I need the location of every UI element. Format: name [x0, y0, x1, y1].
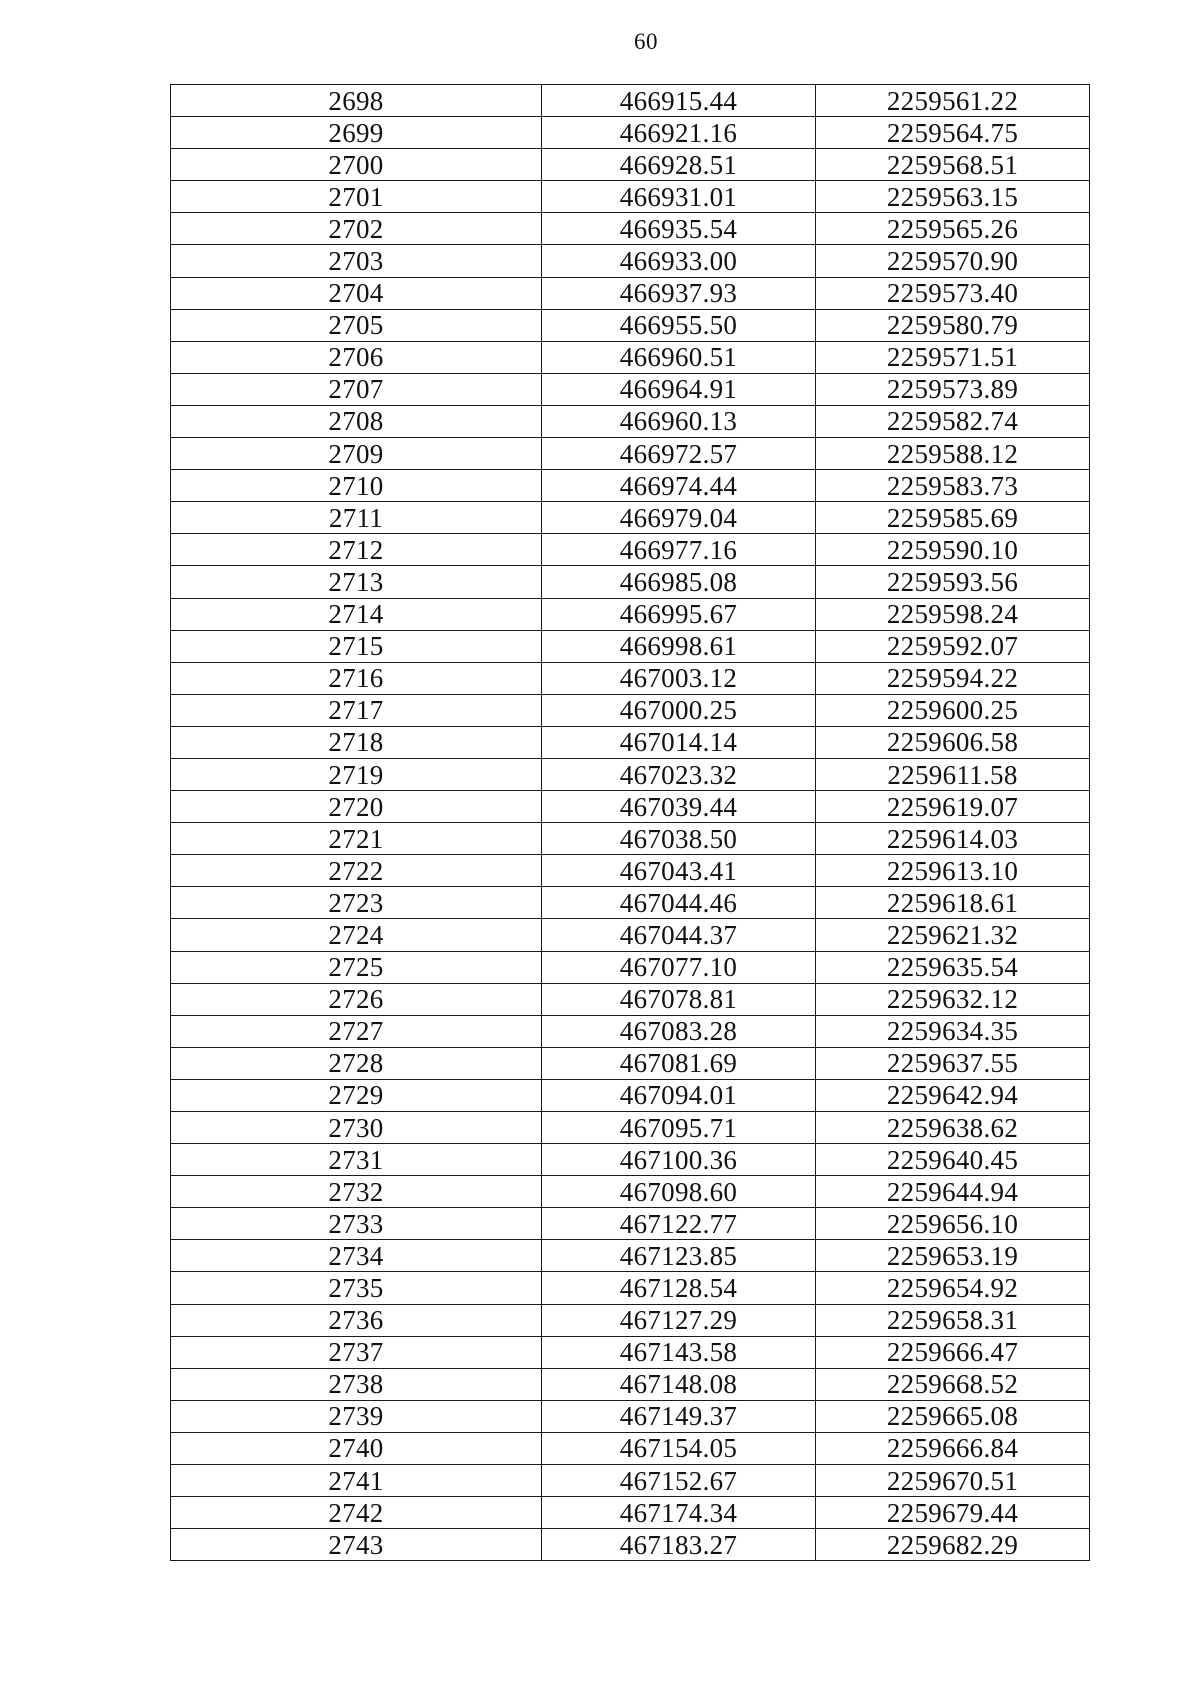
point-number-cell: 2731: [171, 1144, 542, 1176]
point-number-cell: 2710: [171, 470, 542, 502]
point-number-cell: 2723: [171, 887, 542, 919]
table-row: [171, 983, 1090, 1015]
point-number-cell: 2738: [171, 1368, 542, 1400]
point-number-cell: 2702: [171, 213, 542, 245]
x-coordinate-cell: 466998.61: [542, 630, 816, 662]
table-row: [171, 1336, 1090, 1368]
table-row: [171, 1400, 1090, 1432]
y-coordinate-cell: 2259564.75: [816, 117, 1090, 149]
x-coordinate-cell: 466995.67: [542, 598, 816, 630]
y-coordinate-cell: 2259635.54: [816, 951, 1090, 983]
y-coordinate-cell: 2259571.51: [816, 341, 1090, 373]
table-row: [171, 919, 1090, 951]
x-coordinate-cell: 466931.01: [542, 181, 816, 213]
point-number-cell: 2724: [171, 919, 542, 951]
x-coordinate-cell: 466928.51: [542, 149, 816, 181]
y-coordinate-cell: 2259606.58: [816, 726, 1090, 758]
point-number-cell: 2708: [171, 405, 542, 437]
y-coordinate-cell: 2259644.94: [816, 1176, 1090, 1208]
point-number-cell: 2719: [171, 758, 542, 790]
table-row: [171, 1176, 1090, 1208]
x-coordinate-cell: 467100.36: [542, 1144, 816, 1176]
table-row: [171, 887, 1090, 919]
table-row: [171, 438, 1090, 470]
y-coordinate-cell: 2259570.90: [816, 245, 1090, 277]
y-coordinate-cell: 2259580.79: [816, 309, 1090, 341]
y-coordinate-cell: 2259600.25: [816, 694, 1090, 726]
point-number-cell: 2703: [171, 245, 542, 277]
point-number-cell: 2735: [171, 1272, 542, 1304]
point-number-cell: 2732: [171, 1176, 542, 1208]
point-number-cell: 2734: [171, 1240, 542, 1272]
y-coordinate-cell: 2259585.69: [816, 502, 1090, 534]
point-number-cell: 2720: [171, 791, 542, 823]
y-coordinate-cell: 2259637.55: [816, 1047, 1090, 1079]
point-number-cell: 2730: [171, 1112, 542, 1144]
table-row: [171, 1015, 1090, 1047]
y-coordinate-cell: 2259565.26: [816, 213, 1090, 245]
point-number-cell: 2739: [171, 1400, 542, 1432]
y-coordinate-cell: 2259611.58: [816, 758, 1090, 790]
table-row: [171, 1304, 1090, 1336]
point-number-cell: 2718: [171, 726, 542, 758]
x-coordinate-cell: 466960.13: [542, 405, 816, 437]
point-number-cell: 2721: [171, 823, 542, 855]
x-coordinate-cell: 467000.25: [542, 694, 816, 726]
y-coordinate-cell: 2259666.47: [816, 1336, 1090, 1368]
point-number-cell: 2740: [171, 1432, 542, 1464]
x-coordinate-cell: 467081.69: [542, 1047, 816, 1079]
x-coordinate-cell: 467023.32: [542, 758, 816, 790]
point-number-cell: 2699: [171, 117, 542, 149]
table-row: [171, 149, 1090, 181]
y-coordinate-cell: 2259658.31: [816, 1304, 1090, 1336]
y-coordinate-cell: 2259594.22: [816, 662, 1090, 694]
point-number-cell: 2711: [171, 502, 542, 534]
x-coordinate-cell: 467098.60: [542, 1176, 816, 1208]
point-number-cell: 2742: [171, 1497, 542, 1529]
x-coordinate-cell: 467043.41: [542, 855, 816, 887]
point-number-cell: 2743: [171, 1529, 542, 1561]
x-coordinate-cell: 467044.37: [542, 919, 816, 951]
x-coordinate-cell: 466933.00: [542, 245, 816, 277]
x-coordinate-cell: 467148.08: [542, 1368, 816, 1400]
y-coordinate-cell: 2259668.52: [816, 1368, 1090, 1400]
x-coordinate-cell: 467078.81: [542, 983, 816, 1015]
point-number-cell: 2712: [171, 534, 542, 566]
x-coordinate-cell: 467174.34: [542, 1497, 816, 1529]
x-coordinate-cell: 467077.10: [542, 951, 816, 983]
point-number-cell: 2741: [171, 1465, 542, 1497]
point-number-cell: 2714: [171, 598, 542, 630]
table-row: [171, 1465, 1090, 1497]
x-coordinate-cell: 466972.57: [542, 438, 816, 470]
x-coordinate-cell: 466964.91: [542, 373, 816, 405]
table-row: [171, 1272, 1090, 1304]
x-coordinate-cell: 467003.12: [542, 662, 816, 694]
table-row: [171, 213, 1090, 245]
table-row: [171, 502, 1090, 534]
y-coordinate-cell: 2259634.35: [816, 1015, 1090, 1047]
y-coordinate-cell: 2259670.51: [816, 1465, 1090, 1497]
y-coordinate-cell: 2259666.84: [816, 1432, 1090, 1464]
table-row: [171, 85, 1090, 117]
table-row: [171, 309, 1090, 341]
x-coordinate-cell: 467127.29: [542, 1304, 816, 1336]
table-row: [171, 1240, 1090, 1272]
table-row: [171, 117, 1090, 149]
x-coordinate-cell: 467044.46: [542, 887, 816, 919]
y-coordinate-cell: 2259618.61: [816, 887, 1090, 919]
x-coordinate-cell: 467095.71: [542, 1112, 816, 1144]
x-coordinate-cell: 467123.85: [542, 1240, 816, 1272]
y-coordinate-cell: 2259573.89: [816, 373, 1090, 405]
table-row: [171, 1208, 1090, 1240]
table-row: [171, 662, 1090, 694]
table-row: [171, 1529, 1090, 1561]
table-row: [171, 598, 1090, 630]
table-row: [171, 1047, 1090, 1079]
x-coordinate-cell: 466979.04: [542, 502, 816, 534]
table-row: [171, 277, 1090, 309]
x-coordinate-cell: 467014.14: [542, 726, 816, 758]
x-coordinate-cell: 467122.77: [542, 1208, 816, 1240]
table-row: [171, 245, 1090, 277]
y-coordinate-cell: 2259640.45: [816, 1144, 1090, 1176]
y-coordinate-cell: 2259593.56: [816, 566, 1090, 598]
point-number-cell: 2707: [171, 373, 542, 405]
page-number: 60: [634, 29, 658, 54]
y-coordinate-cell: 2259653.19: [816, 1240, 1090, 1272]
y-coordinate-cell: 2259588.12: [816, 438, 1090, 470]
point-number-cell: 2729: [171, 1079, 542, 1111]
table-row: [171, 791, 1090, 823]
table-row: [171, 758, 1090, 790]
x-coordinate-cell: 466937.93: [542, 277, 816, 309]
y-coordinate-cell: 2259598.24: [816, 598, 1090, 630]
coordinates-table-body: [171, 85, 1090, 1561]
y-coordinate-cell: 2259682.29: [816, 1529, 1090, 1561]
y-coordinate-cell: 2259642.94: [816, 1079, 1090, 1111]
point-number-cell: 2736: [171, 1304, 542, 1336]
table-row: [171, 630, 1090, 662]
table-row: [171, 726, 1090, 758]
point-number-cell: 2722: [171, 855, 542, 887]
y-coordinate-cell: 2259654.92: [816, 1272, 1090, 1304]
x-coordinate-cell: 466921.16: [542, 117, 816, 149]
x-coordinate-cell: 467039.44: [542, 791, 816, 823]
y-coordinate-cell: 2259679.44: [816, 1497, 1090, 1529]
table-row: [171, 373, 1090, 405]
point-number-cell: 2706: [171, 341, 542, 373]
y-coordinate-cell: 2259590.10: [816, 534, 1090, 566]
table-row: [171, 1112, 1090, 1144]
point-number-cell: 2704: [171, 277, 542, 309]
y-coordinate-cell: 2259592.07: [816, 630, 1090, 662]
x-coordinate-cell: 466974.44: [542, 470, 816, 502]
x-coordinate-cell: 467128.54: [542, 1272, 816, 1304]
point-number-cell: 2700: [171, 149, 542, 181]
table-row: [171, 951, 1090, 983]
table-row: [171, 1144, 1090, 1176]
x-coordinate-cell: 466935.54: [542, 213, 816, 245]
y-coordinate-cell: 2259573.40: [816, 277, 1090, 309]
point-number-cell: 2713: [171, 566, 542, 598]
point-number-cell: 2728: [171, 1047, 542, 1079]
table-row: [171, 694, 1090, 726]
y-coordinate-cell: 2259621.32: [816, 919, 1090, 951]
point-number-cell: 2727: [171, 1015, 542, 1047]
table-row: [171, 1079, 1090, 1111]
y-coordinate-cell: 2259613.10: [816, 855, 1090, 887]
y-coordinate-cell: 2259656.10: [816, 1208, 1090, 1240]
x-coordinate-cell: 467094.01: [542, 1079, 816, 1111]
table-row: [171, 1432, 1090, 1464]
y-coordinate-cell: 2259632.12: [816, 983, 1090, 1015]
x-coordinate-cell: 467143.58: [542, 1336, 816, 1368]
x-coordinate-cell: 467083.28: [542, 1015, 816, 1047]
point-number-cell: 2701: [171, 181, 542, 213]
table-row: [171, 534, 1090, 566]
y-coordinate-cell: 2259563.15: [816, 181, 1090, 213]
y-coordinate-cell: 2259583.73: [816, 470, 1090, 502]
coordinates-table: [170, 84, 1090, 1561]
y-coordinate-cell: 2259561.22: [816, 85, 1090, 117]
x-coordinate-cell: 466915.44: [542, 85, 816, 117]
point-number-cell: 2709: [171, 438, 542, 470]
x-coordinate-cell: 467154.05: [542, 1432, 816, 1464]
table-row: [171, 823, 1090, 855]
point-number-cell: 2737: [171, 1336, 542, 1368]
table-row: [171, 566, 1090, 598]
point-number-cell: 2715: [171, 630, 542, 662]
x-coordinate-cell: 467183.27: [542, 1529, 816, 1561]
y-coordinate-cell: 2259582.74: [816, 405, 1090, 437]
y-coordinate-cell: 2259665.08: [816, 1400, 1090, 1432]
point-number-cell: 2733: [171, 1208, 542, 1240]
x-coordinate-cell: 467038.50: [542, 823, 816, 855]
table-row: [171, 1497, 1090, 1529]
point-number-cell: 2726: [171, 983, 542, 1015]
x-coordinate-cell: 466955.50: [542, 309, 816, 341]
point-number-cell: 2705: [171, 309, 542, 341]
x-coordinate-cell: 467149.37: [542, 1400, 816, 1432]
x-coordinate-cell: 467152.67: [542, 1465, 816, 1497]
table-row: [171, 1368, 1090, 1400]
point-number-cell: 2717: [171, 694, 542, 726]
table-row: [171, 470, 1090, 502]
x-coordinate-cell: 466960.51: [542, 341, 816, 373]
table-row: [171, 855, 1090, 887]
table-row: [171, 181, 1090, 213]
x-coordinate-cell: 466985.08: [542, 566, 816, 598]
point-number-cell: 2716: [171, 662, 542, 694]
y-coordinate-cell: 2259614.03: [816, 823, 1090, 855]
y-coordinate-cell: 2259568.51: [816, 149, 1090, 181]
y-coordinate-cell: 2259619.07: [816, 791, 1090, 823]
table-row: [171, 405, 1090, 437]
x-coordinate-cell: 466977.16: [542, 534, 816, 566]
point-number-cell: 2725: [171, 951, 542, 983]
table-row: [171, 341, 1090, 373]
point-number-cell: 2698: [171, 85, 542, 117]
y-coordinate-cell: 2259638.62: [816, 1112, 1090, 1144]
